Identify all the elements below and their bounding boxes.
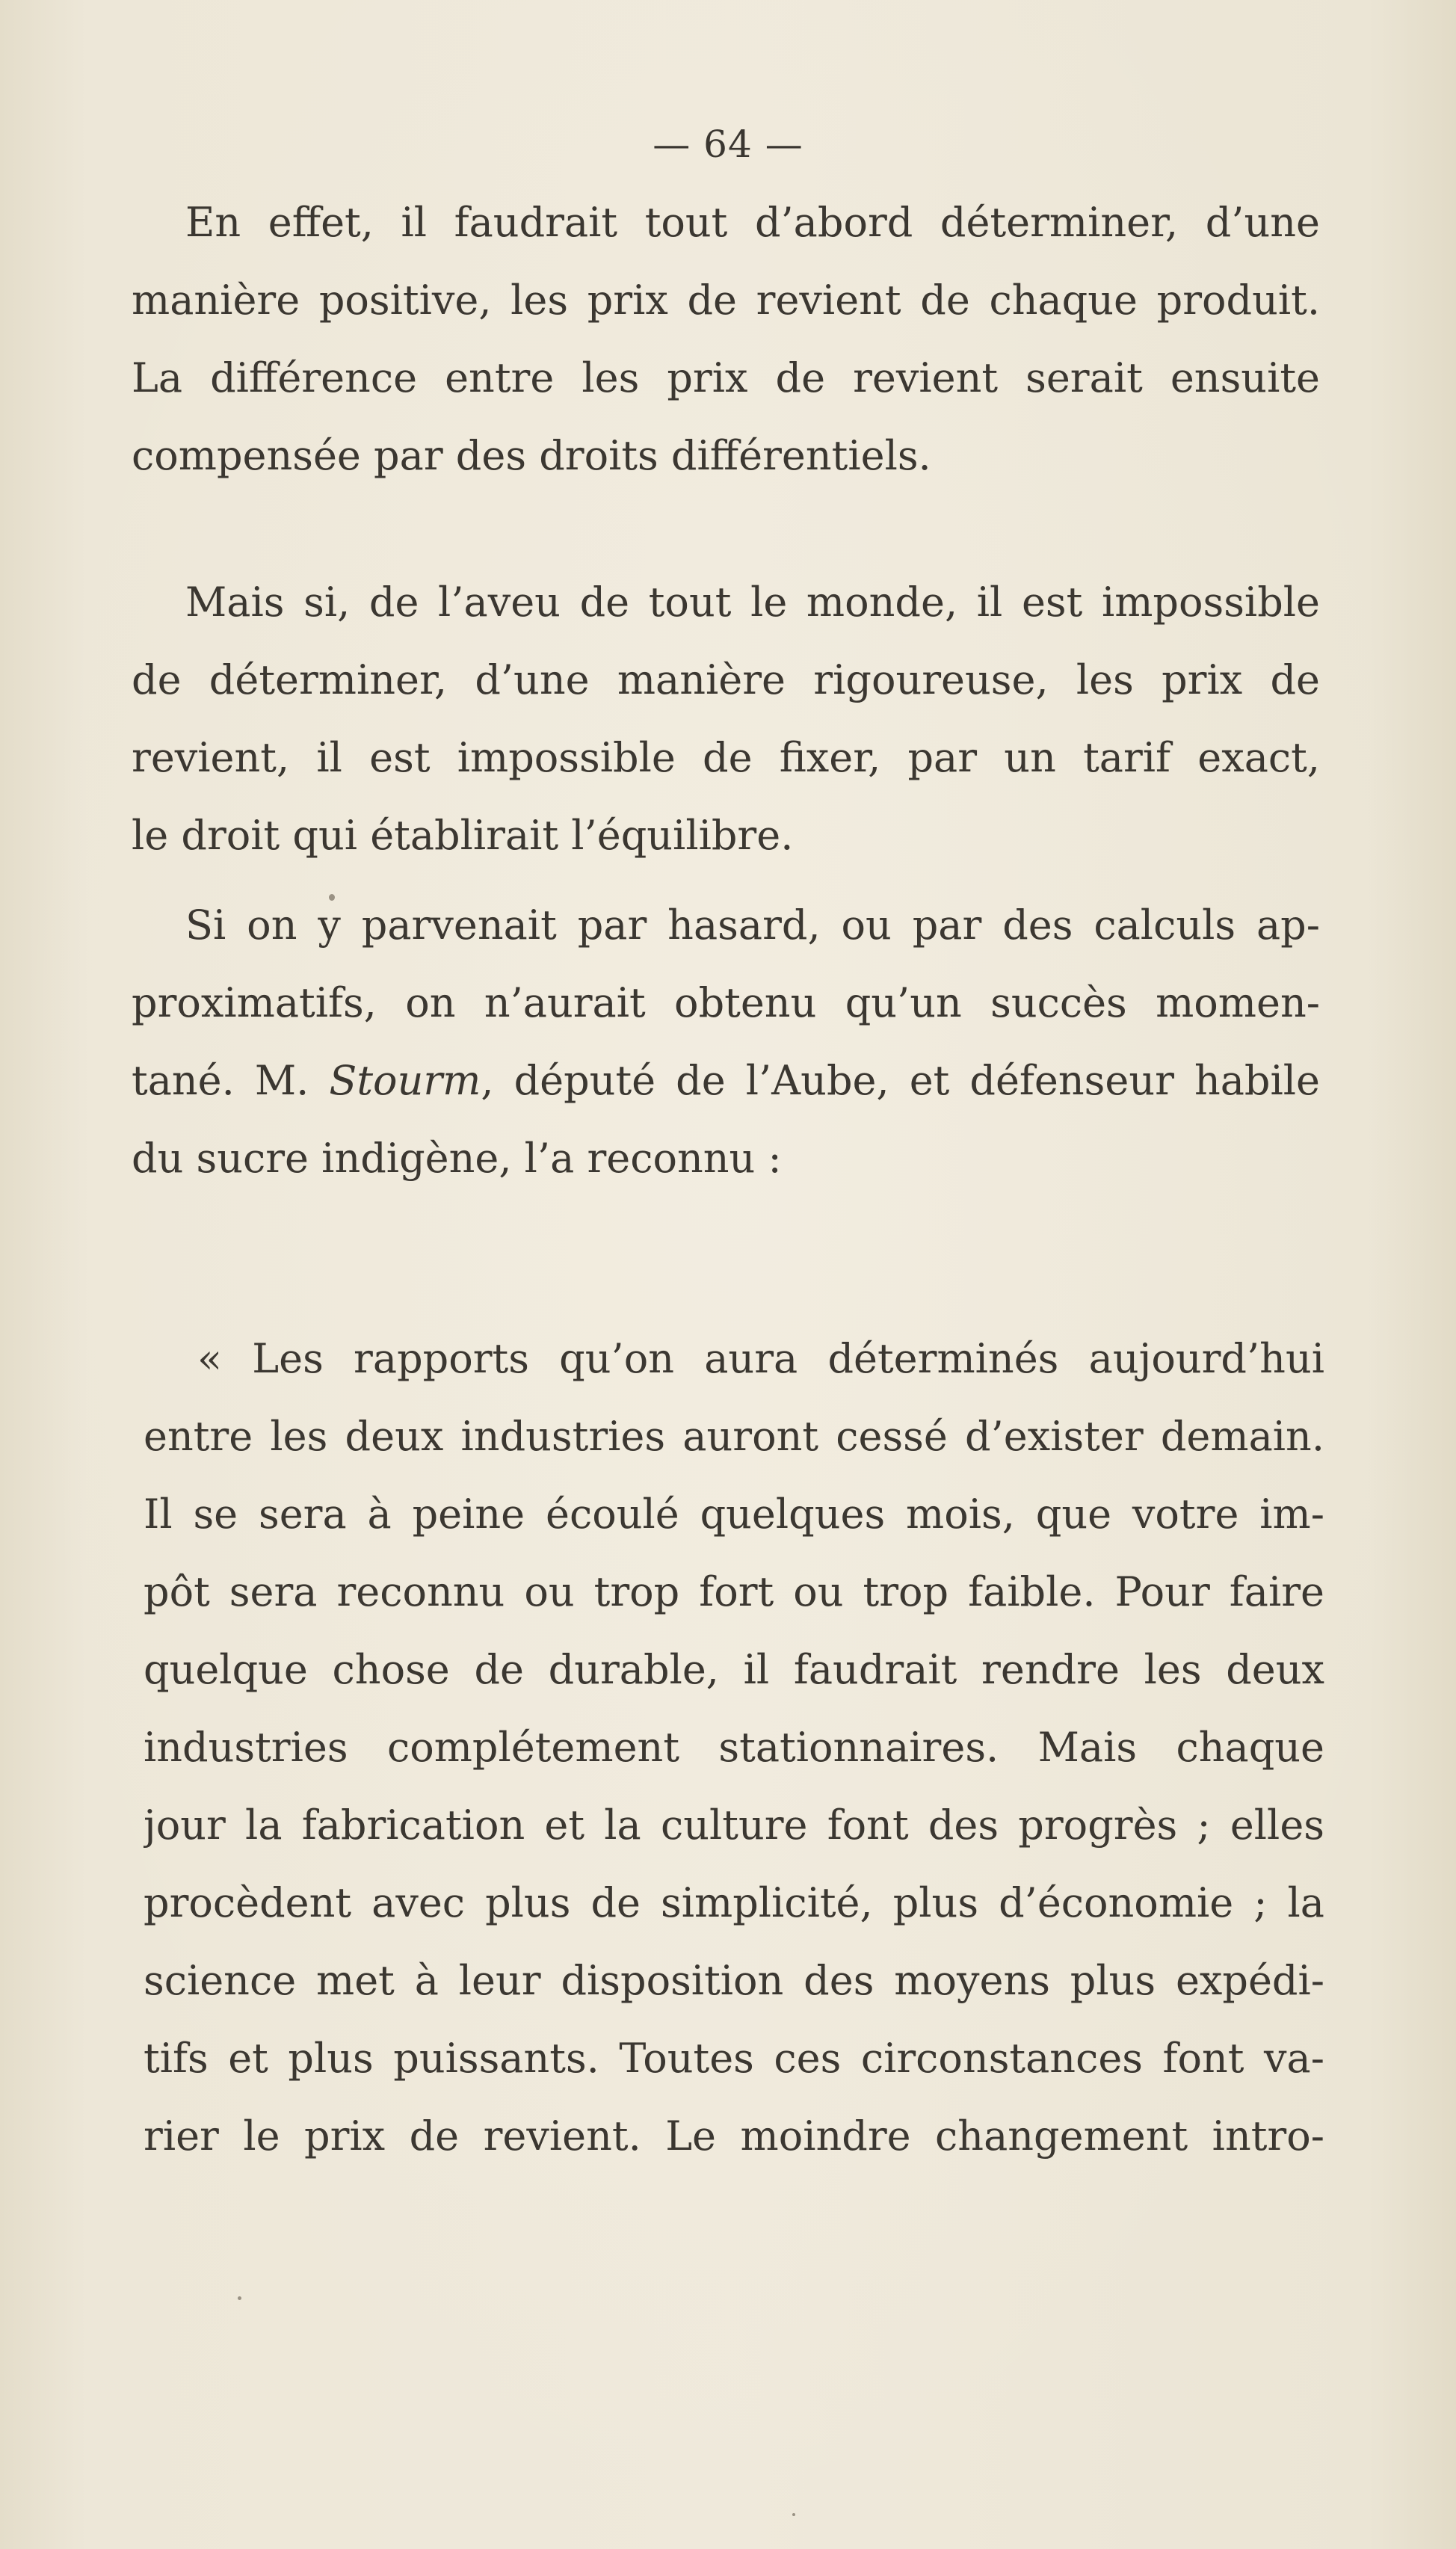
text-line: rier le prix de revient. Le moindre changement intro- bbox=[144, 2112, 1324, 2160]
paragraph-2 bbox=[132, 564, 1320, 875]
paper-speck bbox=[329, 894, 335, 901]
text-line: industries complétement stationnaires. Mais chaque bbox=[144, 1724, 1324, 1771]
text-line: du sucre indigène, l’a reconnu : bbox=[132, 1135, 782, 1182]
text-line: compensée par des droits différentiels. bbox=[132, 432, 931, 479]
text-line: Si on y parvenait par hasard, ou par des calculs ap- bbox=[185, 901, 1320, 949]
paragraph-3 bbox=[132, 887, 1320, 1198]
text-line: pôt sera reconnu ou trop fort ou trop faible. Pour faire bbox=[144, 1568, 1324, 1615]
paper-speck bbox=[238, 2296, 241, 2300]
text-line: La différence entre les prix de revient serait ensuite bbox=[132, 354, 1320, 401]
text-line: le droit qui établirait l’équilibre. bbox=[132, 812, 794, 859]
text-fragment: , député de l’Aube, et défenseur habile bbox=[481, 1057, 1320, 1104]
text-line: tifs et plus puissants. Toutes ces circonstances font va- bbox=[144, 2035, 1324, 2082]
text-line: manière positive, les prix de revient de chaque produit. bbox=[132, 277, 1320, 324]
paper-speck bbox=[792, 2513, 795, 2516]
text-line: proximatifs, on n’aurait obtenu qu’un succès momen- bbox=[132, 979, 1320, 1026]
text-line: science met à leur disposition des moyens plus expédi- bbox=[144, 1957, 1324, 2004]
text-line: revient, il est impossible de fixer, par un tarif exact, bbox=[132, 734, 1320, 781]
text-line: quelque chose de durable, il faudrait rendre les deux bbox=[144, 1646, 1324, 1693]
text-fragment: tané. M. bbox=[132, 1057, 330, 1104]
text-line: « Les rapports qu’on aura déterminés aujourd’hui bbox=[197, 1335, 1324, 1382]
text-line: Mais si, de l’aveu de tout le monde, il est impossible bbox=[185, 579, 1320, 626]
paragraph-1 bbox=[132, 184, 1320, 495]
text-line: jour la fabrication et la culture font des progrès ; elles bbox=[144, 1801, 1324, 1849]
text-line bbox=[132, 1042, 1320, 1120]
text-line: En effet, il faudrait tout d’abord déterminer, d’une bbox=[185, 199, 1320, 246]
text-line: entre les deux industries auront cessé d’exister demain. bbox=[144, 1413, 1324, 1460]
quoted-paragraph bbox=[144, 1320, 1324, 2175]
page-number: — 64 — bbox=[653, 123, 803, 166]
author-name-stourm: Stourm bbox=[329, 1057, 481, 1104]
text-line: Il se sera à peine écoulé quelques mois, que votre im- bbox=[144, 1491, 1324, 1538]
text-line: de déterminer, d’une manière rigoureuse, les prix de bbox=[132, 656, 1320, 703]
text-line: procèdent avec plus de simplicité, plus d’économie ; la bbox=[144, 1879, 1324, 1926]
